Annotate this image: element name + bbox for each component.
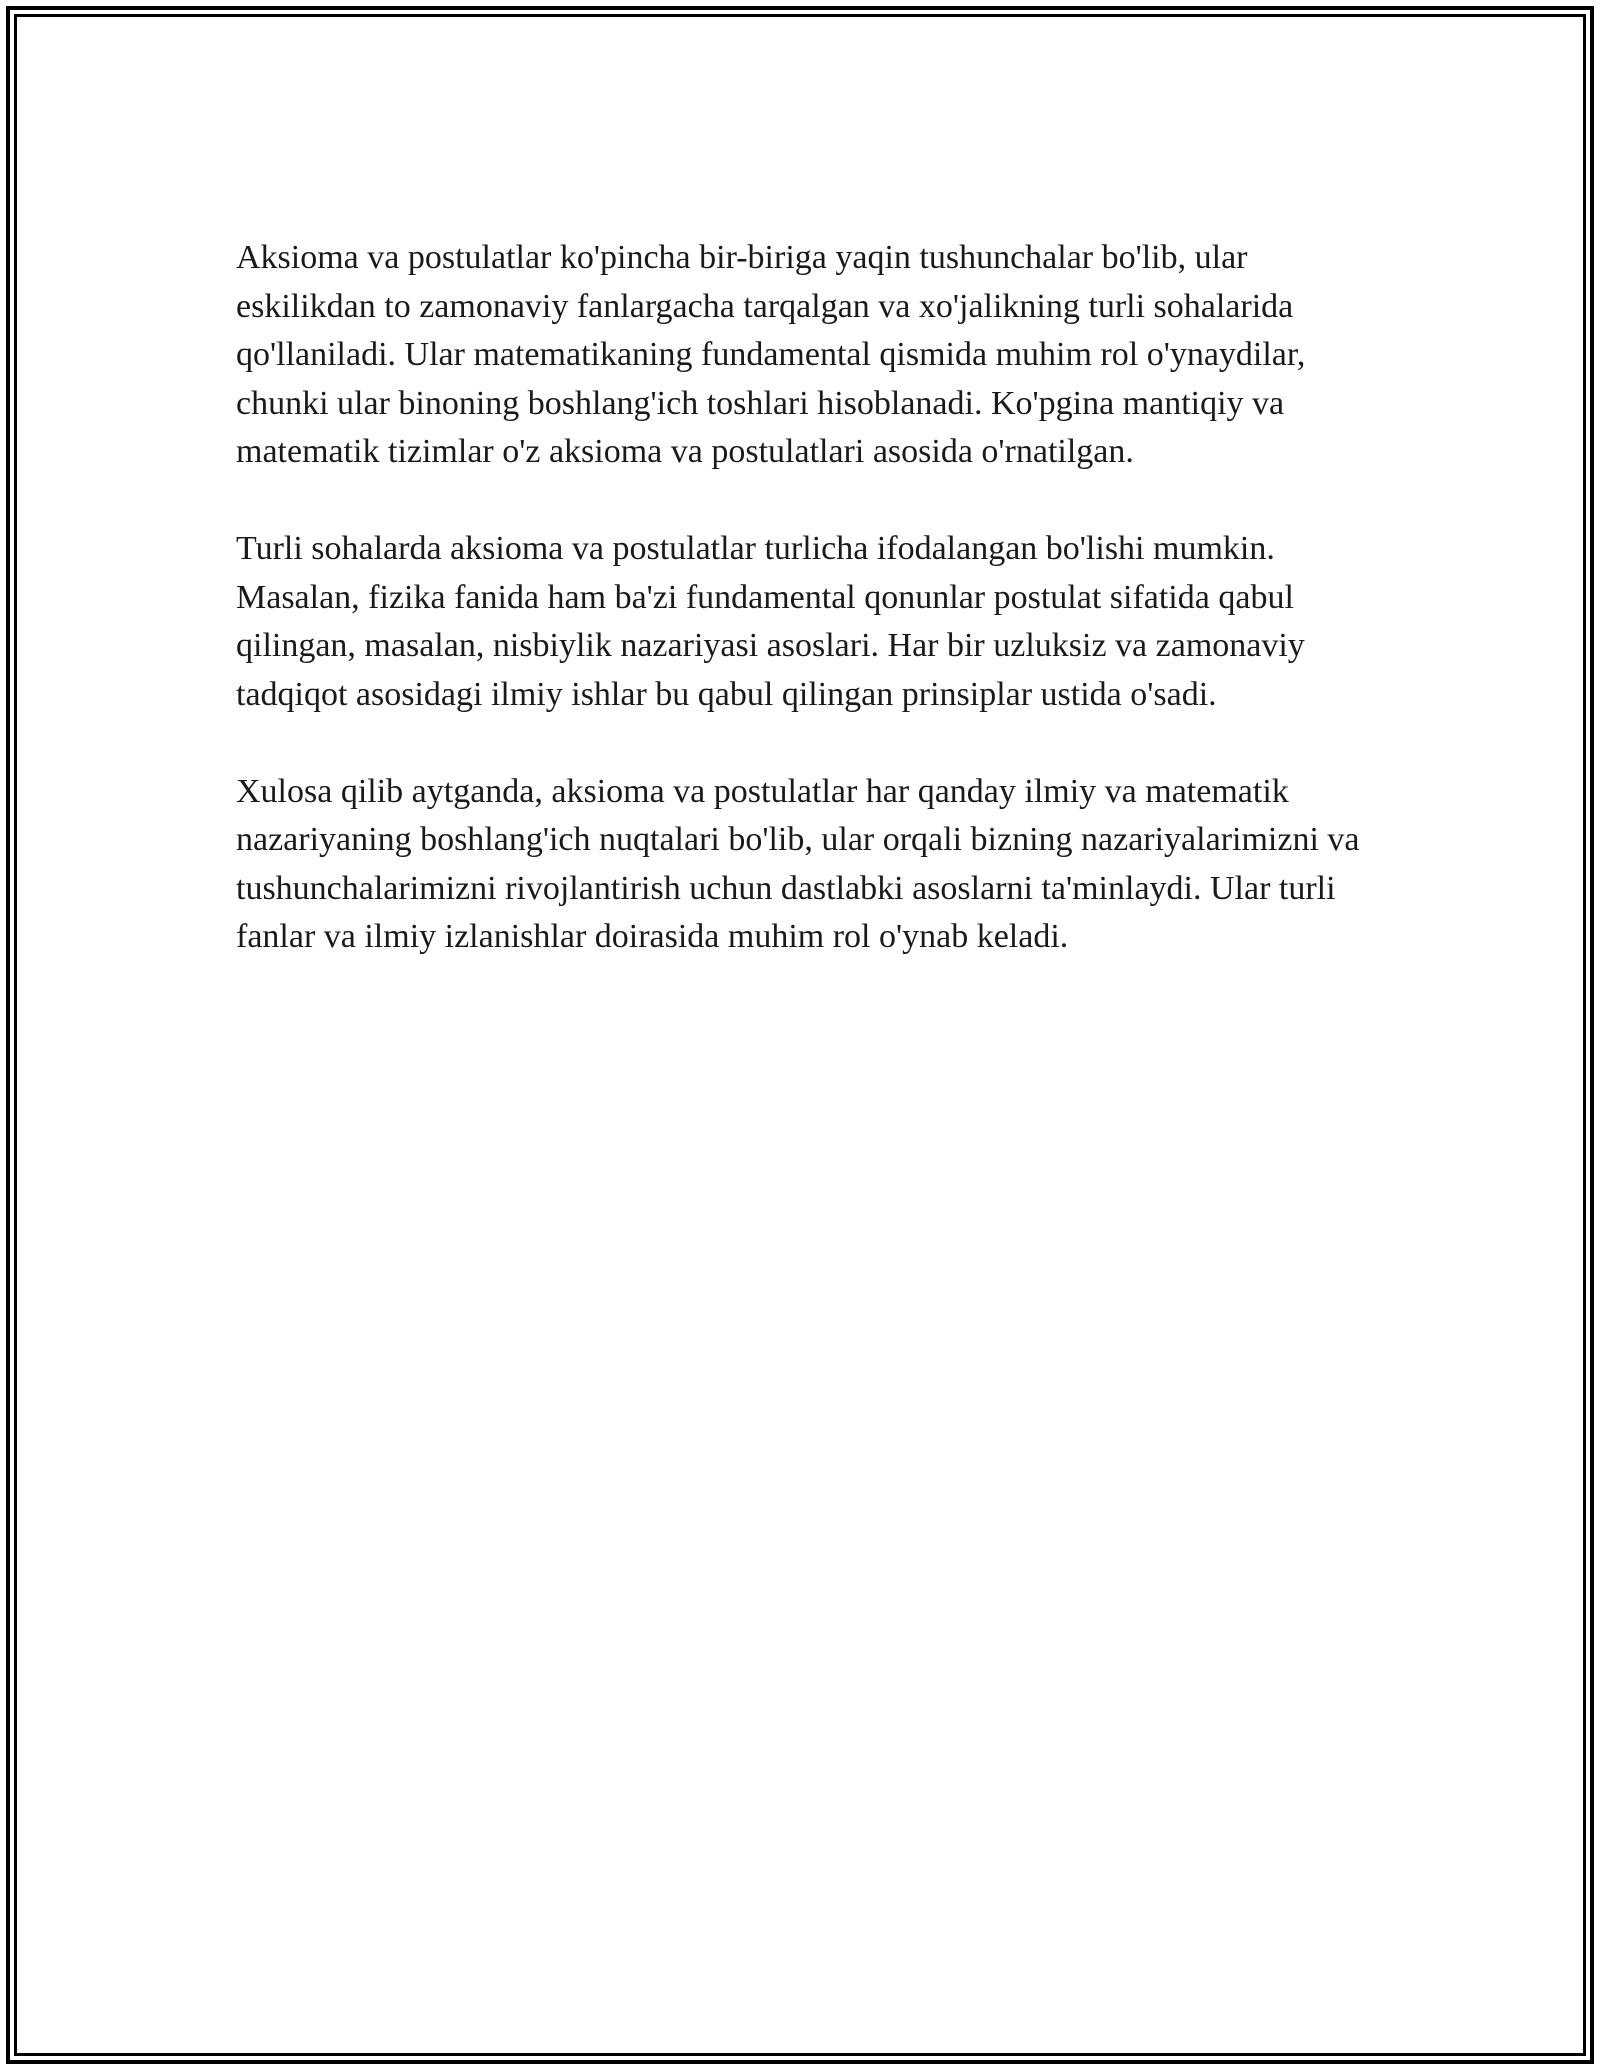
paragraph-3: Xulosa qilib aytganda, aksioma va postulatlar har qanday ilmiy va matematik nazariyaning boshlang'ich nuqtalari bo'lib, ular orqali bizning nazariyalarimizni va tushunchalarimizni rivojlantirish uchun dastlabki asoslarni ta'minlaydi. Ular turli fanlar va ilmiy izlanishlar doirasida muhim rol o'ynab keladi. bbox=[236, 772, 1360, 955]
paragraph-2: Turli sohalarda aksioma va postulatlar turlicha ifodalangan bo'lishi mumkin. Masalan, fizika fanida ham ba'zi fundamental qonunlar postulat sifatida qabul qilingan, masalan, nisbiylik nazariyasi asoslari. Har bir uzluksiz va zamonaviy tadqiqot asosidagi ilmiy ishlar bu qabul qilingan prinsiplar ustida o'sadi. bbox=[236, 530, 1305, 713]
paragraph-1: Aksioma va postulatlar ko'pincha bir-biriga yaqin tushunchalar bo'lib, ular eskilikdan to zamonaviy fanlargacha tarqalgan va xo'jalikning turli sohalarida qo'llaniladi. Ular matematikaning fundamental qismida muhim rol o'ynaydilar, chunki ular binoning boshlang'ich toshlari hisoblanadi. Ko'pgina mantiqiy va matematik tizimlar o'z aksioma va postulatlari asosida o'rnatilgan. bbox=[236, 239, 1306, 470]
document-body bbox=[236, 234, 1366, 1010]
